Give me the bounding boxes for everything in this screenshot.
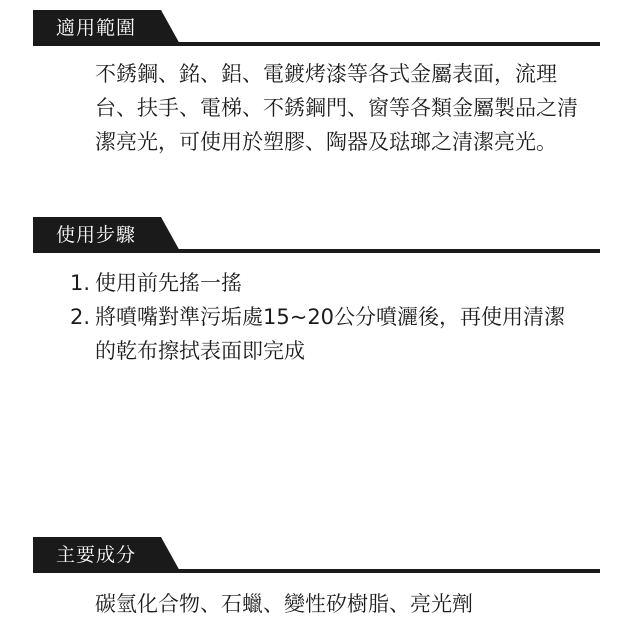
section-title: 適用範圍	[56, 17, 137, 39]
step-item	[70, 300, 620, 334]
text-line: 不銹鋼、銘、鋁、電鍍烤漆等各式金屬表面，流理	[95, 62, 557, 86]
text-line: 碳氫化合物、石蠟、變性矽樹脂、亮光劑	[95, 592, 473, 616]
applicable-scope-text	[95, 57, 605, 159]
section-title: 主要成分	[56, 544, 137, 566]
section-title: 使用步驟	[56, 224, 137, 246]
step-number: 1.	[70, 271, 91, 295]
step-text-continuation: 的乾布擦拭表面即完成	[95, 339, 305, 363]
usage-steps-list	[70, 266, 620, 368]
text-line: 台、扶手、電梯、不銹鋼門、窗等各類金屬製品之清	[95, 96, 578, 120]
text-line: 潔亮光，可使用於塑膠、陶器及琺瑯之清潔亮光。	[95, 130, 557, 154]
step-item	[70, 266, 620, 300]
main-ingredients-text	[95, 587, 605, 621]
step-text: 將噴嘴對準污垢處15~20公分噴灑後，再使用清潔	[95, 305, 566, 329]
step-number: 2.	[70, 305, 91, 329]
step-text: 使用前先搖一搖	[95, 271, 242, 295]
